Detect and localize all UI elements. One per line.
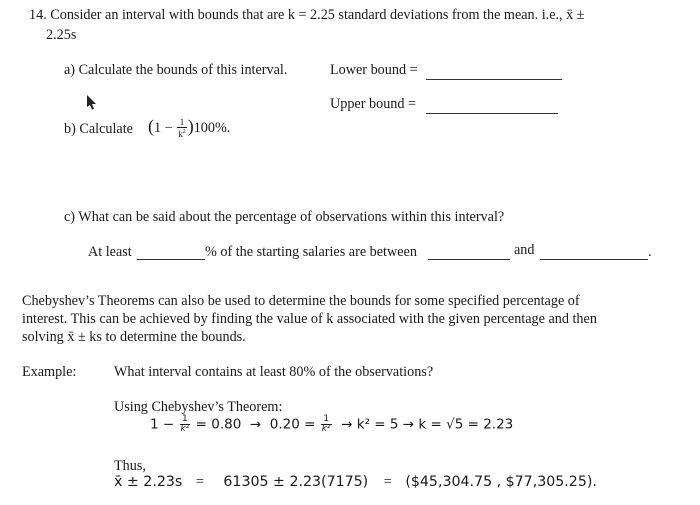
thus-label: Thus,	[114, 458, 146, 474]
lower-bound-blank[interactable]	[426, 79, 562, 80]
question-14-line1: 14. Consider an interval with bounds that are k = 2.25 standard deviations from the mean. i.e., x̄ ±	[29, 7, 585, 23]
end-dot: .	[648, 244, 652, 260]
final-interval-line: x̄ ± 2.23s = 61305 ± 2.23(7175) = ($45,304.75 , $77,305.25).	[114, 474, 597, 490]
example-label: Example:	[22, 364, 77, 380]
lower-bound-label: Lower bound =	[330, 62, 418, 78]
using-chebyshev-label: Using Chebyshev’s Theorem:	[114, 399, 283, 415]
at-least-label: At least	[88, 244, 132, 260]
final-left: x̄ ± 2.23s	[114, 474, 183, 490]
percent-text: % of the starting salaries are between	[205, 244, 417, 260]
part-b-label: b) Calculate	[64, 121, 133, 137]
part-c-question: c) What can be said about the percentage of observations within this interval?	[64, 209, 505, 225]
and-label: and	[514, 242, 535, 258]
upper-bound-label: Upper bound =	[330, 96, 417, 112]
example-question: What interval contains at least 80% of the observations?	[114, 364, 434, 380]
final-calculation: 61305 ± 2.23(7175)	[223, 474, 369, 490]
chebyshev-equation: 1 − $\frac{1}{\text{k²}}$ = 0.80 → 0.20 = $\frac{1}{\text{k²}}$ → k² = 5 → k = √5 = 2.23	[150, 414, 514, 434]
lower-salary-blank[interactable]	[428, 259, 510, 260]
upper-bound-blank[interactable]	[426, 113, 558, 114]
upper-salary-blank[interactable]	[540, 259, 648, 260]
percent-blank[interactable]	[137, 259, 205, 260]
chebyshev-line1: Chebyshev’s Theorems can also be used to determine the bounds for some specified percentage of	[22, 293, 580, 309]
final-result: ($45,304.75 , $77,305.25).	[405, 474, 597, 490]
chebyshev-line3: solving x̄ ± ks to determine the bounds.	[22, 329, 246, 345]
question-14-line2: 2.25s	[46, 27, 77, 43]
part-a-label: a) Calculate the bounds of this interval.	[64, 62, 288, 78]
mouse-pointer-icon	[84, 94, 100, 110]
chebyshev-line2: interest. This can be achieved by finding the value of k associated with the given percentage and then	[22, 311, 597, 327]
part-b-expression: (1 − $\frac{1}{k^2}$ )100%.	[148, 116, 231, 140]
